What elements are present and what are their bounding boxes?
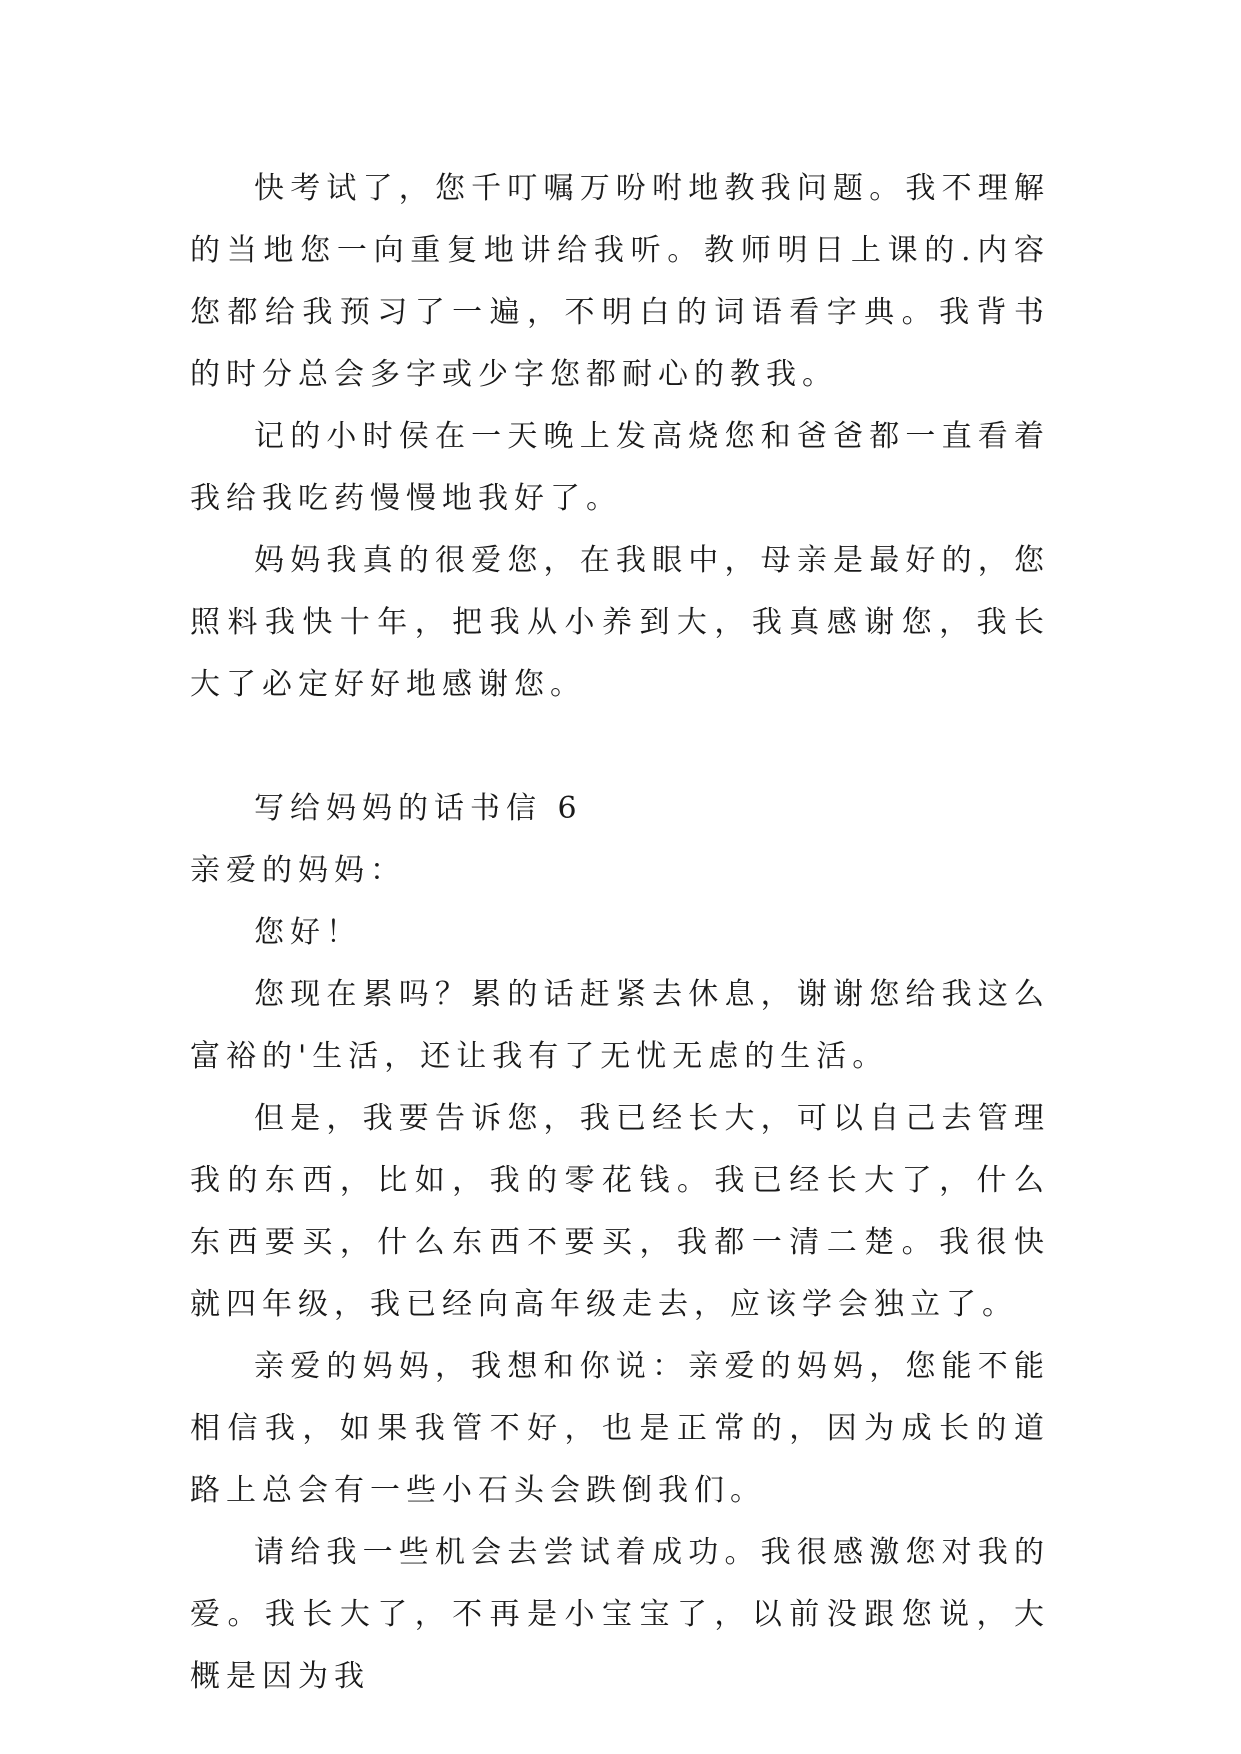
section-spacer [190, 716, 1050, 778]
body-paragraph: 快考试了，您千叮嘱万吩咐地教我问题。我不理解的当地您一向重复地讲给我听。教师明日上课的.内容您都给我预习了一遍，不明白的词语看字典。我背书的时分总会多字或少字您都耐心的教我。 [190, 171, 1050, 392]
section-title: 写给妈妈的话书信 6 [254, 791, 583, 826]
body-paragraph: 您现在累吗？累的话赶紧去休息，谢谢您给我这么富裕的'生活，还让我有了无忧无虑的生活。 [190, 977, 1050, 1074]
body-paragraph: 请给我一些机会去尝试着成功。我很感激您对我的爱。我长大了，不再是小宝宝了，以前没跟您说，大概是因为我 [190, 1535, 1050, 1694]
letter-salutation: 亲爱的妈妈： [190, 853, 406, 888]
body-paragraph: 妈妈我真的很爱您，在我眼中，母亲是最好的，您照料我快十年，把我从小养到大，我真感谢您，我长大了必定好好地感谢您。 [190, 543, 1050, 702]
document-body [190, 158, 1050, 1708]
letter-greeting: 您好！ [254, 915, 362, 950]
body-paragraph: 但是，我要告诉您，我已经长大，可以自己去管理我的东西，比如，我的零花钱。我已经长大了，什么东西要买，什么东西不要买，我都一清二楚。我很快就四年级，我已经向高年级走去，应该学会独立了。 [190, 1101, 1050, 1322]
body-paragraph: 亲爱的妈妈，我想和你说：亲爱的妈妈，您能不能相信我，如果我管不好，也是正常的，因为成长的道路上总会有一些小石头会跌倒我们。 [190, 1349, 1050, 1508]
body-paragraph: 记的小时侯在一天晚上发高烧您和爸爸都一直看着我给我吃药慢慢地我好了。 [190, 419, 1050, 516]
